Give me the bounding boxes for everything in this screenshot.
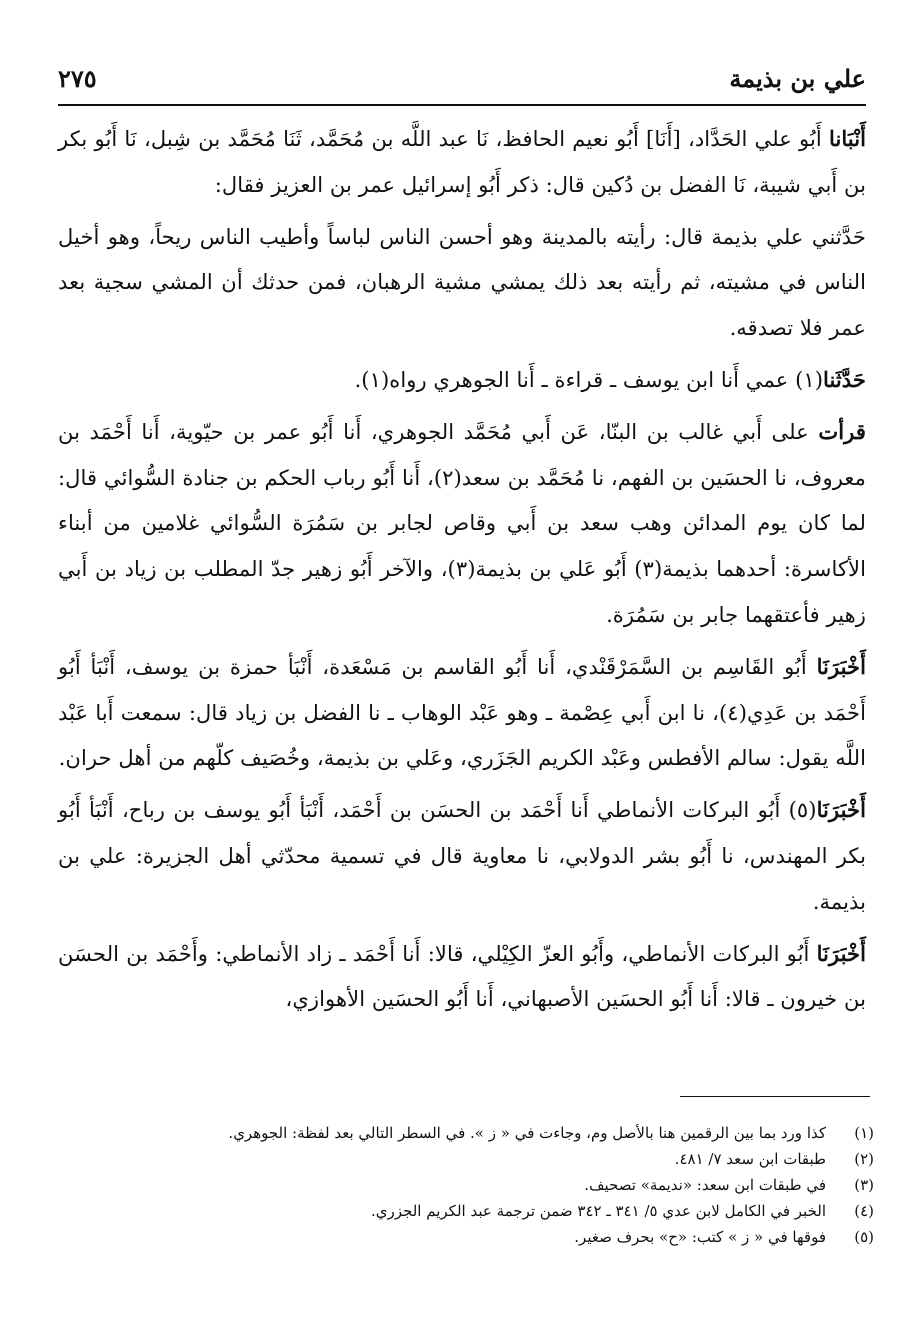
paragraph-lead-word: أَخْبَرَنَا [816,653,867,679]
paragraph-text: أَبُو البركات الأنماطي، وأَبُو العزّ الكِيْلي، قالا: أَنا أَحْمَد ـ زاد الأنماطي: وأَحْمَد بن الحسَن بن خيرون ـ قالا: أَنا أَبُو الحسَين الأصبهاني، أَنا أَبُو الحسَين الأهوازي، [58,940,866,1012]
footnote [120,1198,874,1224]
footnote-number: (٥) [854,1228,874,1246]
paragraph [58,931,866,1023]
footnote-divider [680,1096,870,1097]
paragraph [58,787,866,924]
footnote-number: (٣) [854,1176,874,1194]
main-text [58,116,866,1022]
paragraph-text: أَبُو علي الحَدَّاد، [أَنَا] أَبُو نعيم الحافظ، نَا عبد اللَّه بن مُحَمَّد، ثَنَا مُحَمَّد بن شِبل، نَا أَبُو بكر بن أَبي شيبة، نَا الفضل بن دُكين قال: ذكر أَبُو إسرائيل عمر بن العزيز فقال: [58,126,866,197]
footnotes [120,1120,874,1250]
paragraph-lead-word: أَنْبَانا [829,126,866,151]
footnote-text: طبقات ابن سعد ٧/ ٤٨١. [674,1150,826,1168]
footnote [120,1224,874,1250]
footnote [120,1120,874,1146]
paragraph-text: أَبُو القَاسِم بن السَّمَرْقَنْدي، أَنا أَبُو القاسم بن مَسْعَدة، أَنْبَأ حمزة بن يوسف، أَنْبَأ أَبُو أَحْمَد بن عَدِي(٤)، نا ابن أَبي عِصْمة ـ وهو عَبْد الوهاب ـ نا الفضل بن زياد قال: سمعت أَبا عَبْد اللَّه يقول: سالم الأفطس وعَبْد الكريم الجَزَري، وعَلي بن بذيمة، وخُصَيف كلّهم من أهل حران. [58,653,866,771]
running-title: علي بن بذيمة [729,64,866,93]
page-number: ٢٧٥ [58,64,97,93]
paragraph [58,357,866,403]
footnote [120,1146,874,1172]
paragraph-text: (٥) أَبُو البركات الأنماطي أَنا أَحْمَد بن الحسَن بن أَحْمَد، أَنْبَأ أَبُو يوسف بن رباح، أَنْبَأ أَبُو بكر المهندس، نا أَبُو بشر الدولابي، نا معاوية قال في تسمية محدّثي أهل الجزيرة: علي بن بذيمة. [58,797,866,914]
paragraph [58,409,866,638]
paragraph [58,214,866,351]
paragraph-lead-word: أَخْبَرَنَا [816,940,866,966]
footnote-text: في طبقات ابن سعد: «نديمة» تصحيف. [584,1176,826,1194]
paragraph-text: على أَبي غالب بن البنّا، عَن أَبي مُحَمَّد الجوهري، أَنا أَبُو عمر بن حيّوية، أَنا أَحْمَد بن معروف، نا الحسَين بن الفهم، نا مُحَمَّد بن سعد(٢)، أَنا أَبُو رباب الحكم بن جنادة السُّوائي قال: لما كان يوم المدائن وهب سعد بن أَبي وقاص لجابر بن سَمُرَة السُّوائي غلامين من أبناء الأكاسرة: أحدهما بذيمة(٣) أَبُو عَلي بن بذيمة(٣)، والآخر أَبُو زهير جدّ المطلب بن زياد بن أَبي زهير فأعتقهما جابر بن سَمُرَة. [58,418,867,627]
footnote-text: الخبر في الكامل لابن عدي ٥/ ٣٤١ ـ ٣٤٢ ضمن ترجمة عبد الكريم الجزري. [371,1202,826,1220]
footnote-number: (١) [854,1124,874,1142]
paragraph-text: حَدَّثني علي بذيمة قال: رأيته بالمدينة وهو أحسن الناس لباساً وأطيب الناس ريحاً، وهو أخيل الناس في مشيته، ثم رأيته بعد ذلك يمشي مشية الرهبان، فمن حدثك أن المشي سجية بعد عمر فلا تصدقه. [58,223,866,341]
footnote [120,1172,874,1198]
footnote-text: فوقها في « ز » كتب: «ح» بحرف صغير. [574,1228,826,1246]
paragraph-text: (١) عمي أَنا ابن يوسف ـ قراءة ـ أَنا الجوهري رواه(١). [354,366,824,392]
paragraph-lead-word: قرأت [818,418,866,444]
paragraph [58,644,866,781]
footnote-number: (٢) [854,1150,874,1168]
paragraph-lead-word: حَدَّثَنا [823,366,866,392]
footnote-text: كذا ورد بما بين الرقمين هنا بالأصل وم، وجاءت في « ز ». في السطر التالي بعد لفظة: الجوهري. [228,1124,826,1142]
paragraph [58,116,866,208]
page-header [58,52,866,106]
footnote-number: (٤) [854,1202,874,1220]
paragraph-lead-word: أَخْبَرَنَا [816,797,866,823]
